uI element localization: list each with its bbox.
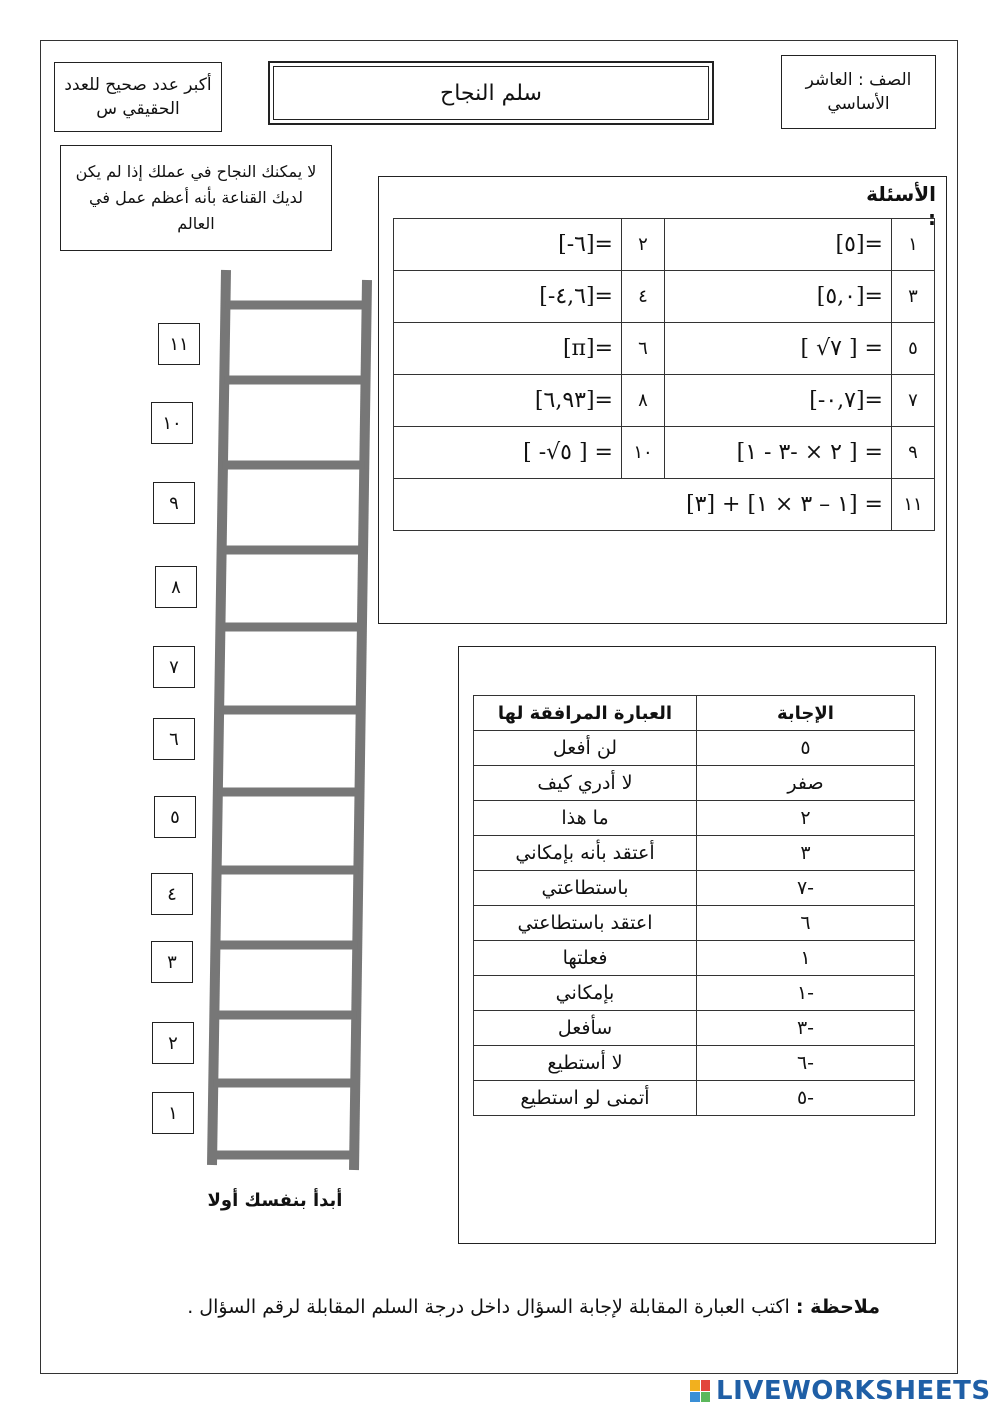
question-expression[interactable]: [ √٧ ] = <box>665 323 892 375</box>
answer-value: ٥ <box>697 731 915 766</box>
answer-phrase: باستطاعتي <box>474 871 697 906</box>
answer-phrase: لا أدري كيف <box>474 766 697 801</box>
questions-heading: الأسئلة : <box>866 182 936 230</box>
ladder-graphic <box>200 265 380 1175</box>
ladder-left-rail <box>212 270 226 1165</box>
question-expression[interactable]: [٢ × -٣ - ١ ] = <box>665 427 892 479</box>
answer-row <box>474 836 915 871</box>
brand-icon <box>690 1380 710 1402</box>
question-expression[interactable]: [-٤,٦]= <box>394 271 622 323</box>
ladder-step-number: ١ <box>152 1092 194 1134</box>
integer-part-box <box>54 62 222 132</box>
answer-row <box>474 1011 915 1046</box>
ladder-step-number: ٤ <box>151 873 193 915</box>
quote-text: لا يمكنك النجاح في عملك إذا لم يكن لديك القناعة بأنه أعظم عمل في العالم <box>75 162 317 233</box>
answer-phrase: ما هذا <box>474 801 697 836</box>
brand-logo <box>690 1374 991 1408</box>
ladder-step-number: ٦ <box>153 718 195 760</box>
question-expression[interactable]: [π]= <box>394 323 622 375</box>
answer-value: ٦ <box>697 906 915 941</box>
ladder-group <box>212 270 367 1170</box>
answer-row <box>474 1046 915 1081</box>
phrase-column-header: العبارة المرافقة لها <box>474 696 697 731</box>
question-row <box>394 323 935 375</box>
ladder-right-rail <box>354 280 367 1170</box>
ladder-step-number: ١١ <box>158 323 200 365</box>
question-expression[interactable]: [ -√٥ ] = <box>394 427 622 479</box>
ladder-step-number: ٧ <box>153 646 195 688</box>
answer-column-header: الإجابة <box>697 696 915 731</box>
answer-phrase: فعلتها <box>474 941 697 976</box>
questions-table <box>393 218 935 531</box>
question-row <box>394 427 935 479</box>
ladder-step-number: ١٠ <box>151 402 193 444</box>
start-yourself-text: أبدأ بنفسك أولا <box>207 1190 343 1211</box>
answer-phrase: بإمكاني <box>474 976 697 1011</box>
question-row <box>394 271 935 323</box>
note <box>160 1296 880 1318</box>
answer-row <box>474 731 915 766</box>
question-number: ١١ <box>892 479 935 531</box>
question-expression[interactable]: [٥,٠]= <box>665 271 892 323</box>
answer-value: -١ <box>697 976 915 1011</box>
question-number: ٨ <box>622 375 665 427</box>
answer-row <box>474 941 915 976</box>
question-number: ٧ <box>892 375 935 427</box>
answer-value: -٣ <box>697 1011 915 1046</box>
answer-row <box>474 801 915 836</box>
answer-value: -٧ <box>697 871 915 906</box>
answer-phrase: لا أستطيع <box>474 1046 697 1081</box>
answer-phrase: سأفعل <box>474 1011 697 1046</box>
answer-value: -٥ <box>697 1081 915 1116</box>
answer-phrase: أعتقد بأنه بإمكاني <box>474 836 697 871</box>
question-expression[interactable]: [٥]= <box>665 219 892 271</box>
grade-label: الصف : العاشر الأساسي <box>805 70 912 114</box>
question-row <box>394 375 935 427</box>
answer-value: صفر <box>697 766 915 801</box>
integer-part-label: أكبر عدد صحيح للعدد الحقيقي س <box>64 75 212 119</box>
answer-row <box>474 906 915 941</box>
answer-row <box>474 976 915 1011</box>
answer-phrase: لن أفعل <box>474 731 697 766</box>
answer-phrase: اعتقد باستطاعتي <box>474 906 697 941</box>
ladder-step-number: ٣ <box>151 941 193 983</box>
question-number: ٦ <box>622 323 665 375</box>
answer-value: ٣ <box>697 836 915 871</box>
answer-row <box>474 766 915 801</box>
answer-value: ٢ <box>697 801 915 836</box>
question-number: ٩ <box>892 427 935 479</box>
brand-name: LIVEWORKSHEETS <box>716 1376 991 1406</box>
grade-box <box>781 55 936 129</box>
question-expression[interactable]: [٣] + [١ – ٣ × ١] = <box>394 479 892 531</box>
note-label: ملاحظة : <box>795 1296 880 1318</box>
answers-table <box>473 695 915 1116</box>
answer-phrase: أتمنى لو استطيع <box>474 1081 697 1116</box>
question-number: ١ <box>892 219 935 271</box>
answer-value: -٦ <box>697 1046 915 1081</box>
question-number: ٥ <box>892 323 935 375</box>
note-text: اكتب العبارة المقابلة لإجابة السؤال داخل درجة السلم المقابلة لرقم السؤال . <box>187 1296 790 1318</box>
quote-box <box>60 145 332 251</box>
ladder-step-number: ٨ <box>155 566 197 608</box>
page-title: سلم النجاح <box>273 66 709 120</box>
question-expression[interactable]: [-٠,٧]= <box>665 375 892 427</box>
answer-row <box>474 871 915 906</box>
ladder-step-number: ٩ <box>153 482 195 524</box>
question-row <box>394 219 935 271</box>
question-expression[interactable]: [-٦]= <box>394 219 622 271</box>
question-number: ٣ <box>892 271 935 323</box>
question-number: ٤ <box>622 271 665 323</box>
question-number: ١٠ <box>622 427 665 479</box>
ladder-step-number: ٢ <box>152 1022 194 1064</box>
title-box <box>268 61 714 125</box>
ladder-step-number: ٥ <box>154 796 196 838</box>
answer-row <box>474 1081 915 1116</box>
question-number: ٢ <box>622 219 665 271</box>
question-expression[interactable]: [٦,٩٣]= <box>394 375 622 427</box>
question-row <box>394 479 935 531</box>
answer-value: ١ <box>697 941 915 976</box>
